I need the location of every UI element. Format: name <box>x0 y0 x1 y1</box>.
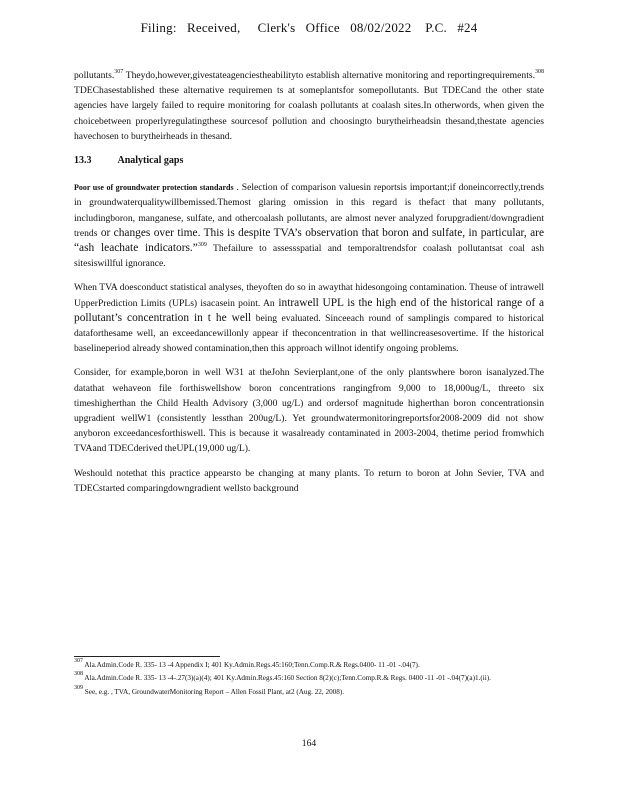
footnote-308 <box>74 673 544 684</box>
p2-text-c: Thefailure to assessspatial and temporaltrendsfor coalash pollutantsat coal ash sitesiswillful ignorance. <box>74 243 545 270</box>
footnote-text: See, e.g. , TVA, GroundwaterMonitoring Report – Allen Fossil Plant, at2 (Aug. 22, 2008). <box>83 687 345 696</box>
footnote-ref-309[interactable]: 309 <box>197 242 207 249</box>
section-heading <box>74 153 544 168</box>
p2-text-b: or changes over time. This is despite TVA’s observation that boron and sulfate, in particular, are “ash leachate indicators.” <box>74 226 544 255</box>
footnote-number: 308 <box>74 671 83 678</box>
page-number: 164 <box>301 738 317 749</box>
p1-text-b: Theydo,however,givestateagenciestheabilityto establish alternative monitoring and reportingrequirements. <box>123 70 535 81</box>
section-number: 13.3 <box>74 155 92 167</box>
footnote-number: 309 <box>74 684 83 691</box>
p3-text-c: being evaluated. Sinceeach round of samplingis compared to historical dataforthesame well, an exceedancewillonly appear if theconcentration in that wellincreasesovertime. If the historical baselineperiod already showed contamination,then this approach willnot identify ongoing problems. <box>74 312 544 355</box>
p1-text-a: pollutants. <box>74 70 115 81</box>
filing-header: Filing: Received, Clerk's Office 08/02/2022 P.C. #24 <box>140 20 478 35</box>
p3-text-a: When TVA doesconduct statistical analyses, theyoften do so in awaythat hidesongoing contamination. Theuse of intrawell UpperPrediction Limits (UPLs) isacasein point. An <box>74 282 544 309</box>
p3-text-b: intrawell UPL is the high end of the historical range of a pollutant’s concentration in t he well <box>74 296 545 324</box>
footnote-divider <box>74 656 220 657</box>
footnote-309 <box>74 684 544 698</box>
footnote-307 <box>74 660 544 671</box>
p4-text-a: Consider, for example,boron in well W31 at theJohn Sevierplant,one of the only plantswhere boron isanalyzed.The datathat wehaveon file forthiswellshow boron concentrations rangingfrom 9,000 to 18,000ug/L, threeto six timeshigherthan the Child Health Advisory (3,000 ug/L) and ordersof magnitude higherthan boron concentrationsin upgradient wellW1 (consistently lessthan 200ug/L). Yet groundwatermonitoringreportsfor2008-2009 did not show anyboron exceedancesforthiswell. This is because it wasalready contaminated in 2003-2004, thetime period fromwhich TVAand TDECderived theUPL(19,000 ug/L). <box>74 367 544 455</box>
paragraph-5 <box>74 466 544 496</box>
p1-text-c: TDEChasestablished these alternative requiremen ts at someplantsfor somepollutants. But TDECand the other state agencies have largely failed to require monitoring for coalash pollutants at coalash sites.In otherwords, when given the choicebetween properlyregulatingthese sourcesof pollution and choosingto burytheirheadsin thesand,thestate agencies havechosen to burytheirheads in thesand. <box>74 85 544 142</box>
paragraph-3 <box>74 280 544 356</box>
footnote-text: Ala.Admin.Code R. 335- 13 -4 Appendix I; 401 Ky.Admin.Regs.45:160;Tenn.Comp.R.& Regs.0400- 11 -01 -.04(7). <box>83 661 420 669</box>
paragraph-1 <box>74 68 544 144</box>
footnote-number: 307 <box>74 658 83 664</box>
p2-text-a: . Selection of comparison valuesin reportsis important;if doneincorrectly,trends in groundwaterqualitywillbemissed.Themost glaring omission in this regard is thefact that many pollutants, includingboron, manganese, sulfate, and othercoalash pollutants, are almost never analyzed forupgradient/downgradient trends <box>74 182 544 239</box>
body-text <box>74 68 544 505</box>
footnote-ref-308[interactable]: 308 <box>535 69 544 75</box>
p5-text-a: Weshould notethat this practice appearsto be changing at many plants. To return to boron at John Sevier, TVA and TDECstarted comparingdowngradient wellsto background <box>74 467 544 494</box>
paragraph-2 <box>74 180 544 271</box>
footnote-text: Ala.Admin.Code R. 335- 13 -4-.27(3)(a)(4); 401 Ky.Admin.Regs.45:160 Section 8(2)(c);Tenn.Comp.R.& Regs. 0400 -11 -01 -.04(7)(a)1.(ii). <box>83 674 491 683</box>
p2-runin-heading: Poor use of groundwater protection standards <box>74 183 234 193</box>
paragraph-4 <box>74 365 544 456</box>
section-title: Analytical gaps <box>117 155 184 167</box>
footnotes <box>74 660 544 700</box>
footnote-ref-307[interactable]: 307 <box>114 69 124 75</box>
